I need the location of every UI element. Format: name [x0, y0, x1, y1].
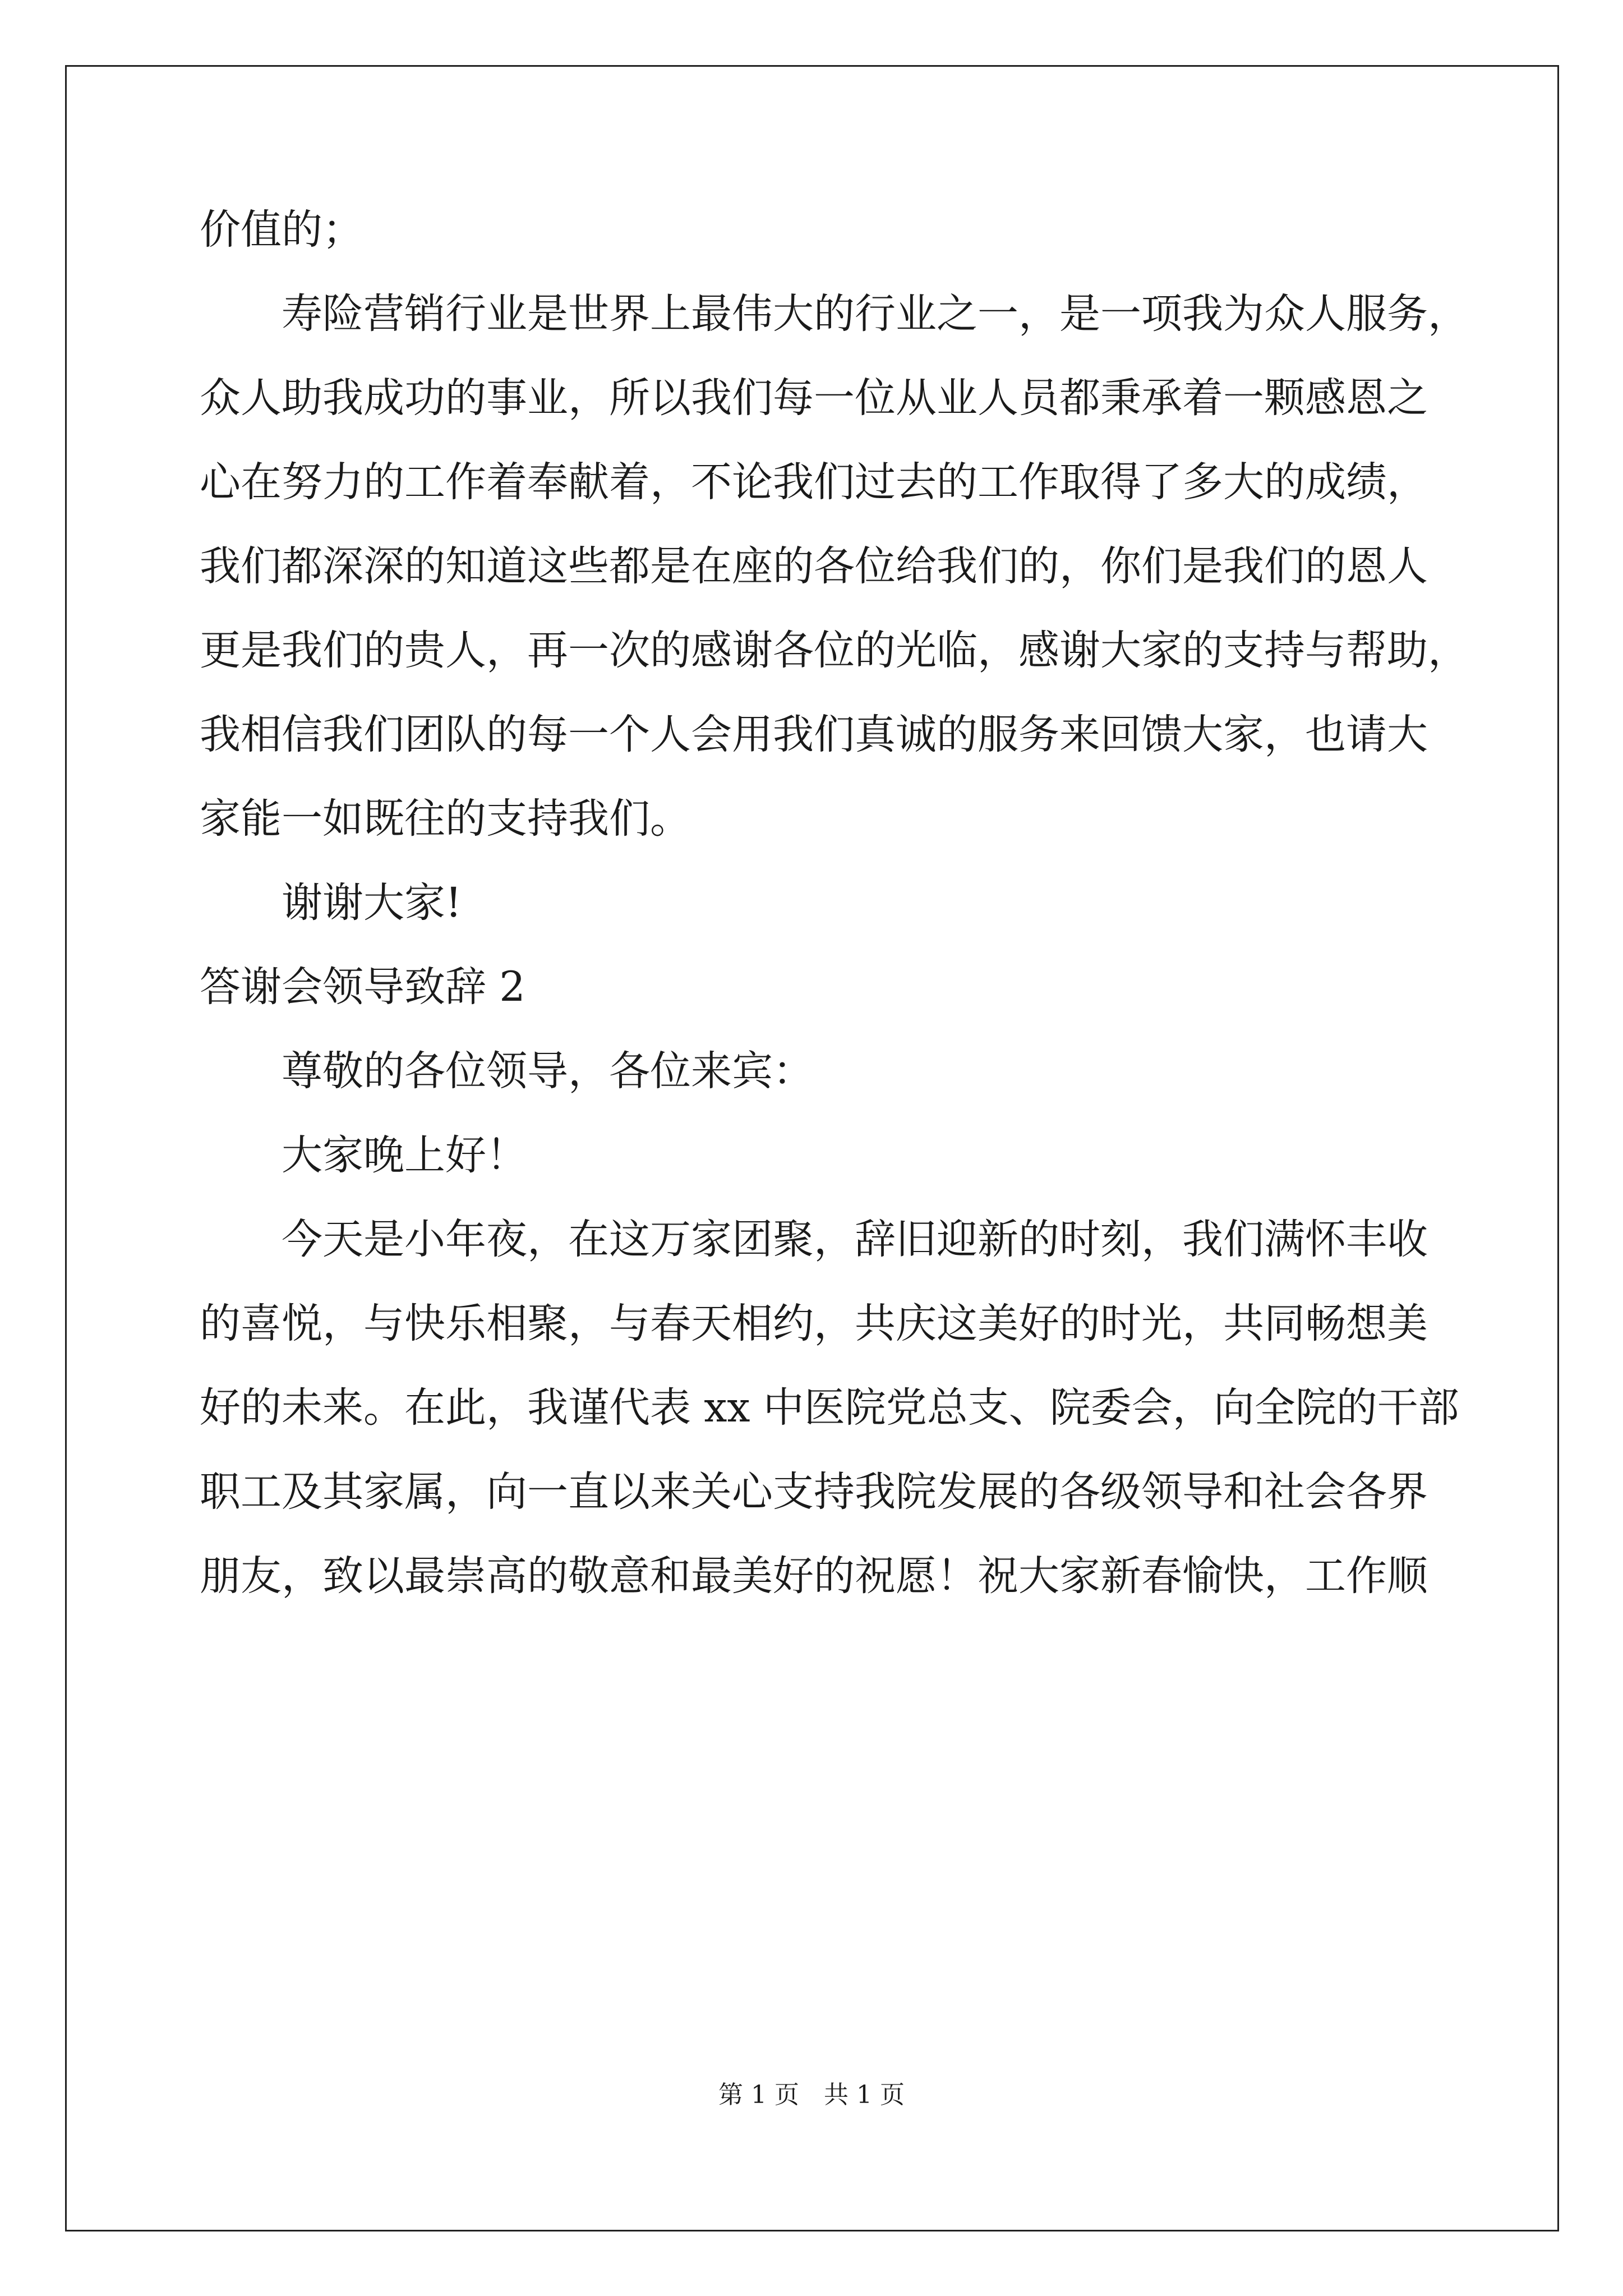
closing-line: 谢谢大家! [282, 879, 462, 927]
salutation: 尊敬的各位领导，各位来宾： [282, 1047, 814, 1095]
paragraph-line: 好的未来。在此，我谨代表 xx 中医院党总支、院委会，向全院的干部 [200, 1384, 1459, 1432]
paragraph-line: 的喜悦，与快乐相聚，与春天相约，共庆这美好的时光，共同畅想美 [200, 1300, 1428, 1347]
paragraph-line: 心在努力的工作着奉献着，不论我们过去的工作取得了多大的成绩， [200, 458, 1428, 506]
section-heading: 答谢会领导致辞 2 [200, 963, 525, 1011]
page-number-footer: 第 1 页 共 1 页 [718, 2081, 905, 2109]
paragraph-line: 更是我们的贵人，再一次的感谢各位的光临，感谢大家的支持与帮助， [200, 627, 1469, 674]
paragraph-line: 职工及其家属，向一直以来关心支持我院发展的各级领导和社会各界 [200, 1468, 1428, 1516]
paragraph-line: 众人助我成功的事业，所以我们每一位从业人员都秉承着一颗感恩之 [200, 374, 1428, 422]
greeting: 大家晚上好！ [282, 1131, 527, 1179]
paragraph-line: 我相信我们团队的每一个人会用我们真诚的服务来回馈大家，也请大 [200, 711, 1428, 758]
paragraph-line: 朋友，致以最崇高的敬意和最美好的祝愿！祝大家新春愉快，工作顺 [200, 1552, 1428, 1600]
paragraph-line: 价值的； [200, 206, 363, 254]
paragraph-line: 我们都深深的知道这些都是在座的各位给我们的，你们是我们的恩人 [200, 542, 1428, 590]
paragraph-line: 今天是小年夜，在这万家团聚，辞旧迎新的时刻，我们满怀丰收 [282, 1216, 1428, 1263]
paragraph-line: 寿险营销行业是世界上最伟大的行业之一，是一项我为众人服务， [282, 290, 1469, 338]
paragraph-line: 家能一如既往的支持我们。 [200, 795, 691, 843]
